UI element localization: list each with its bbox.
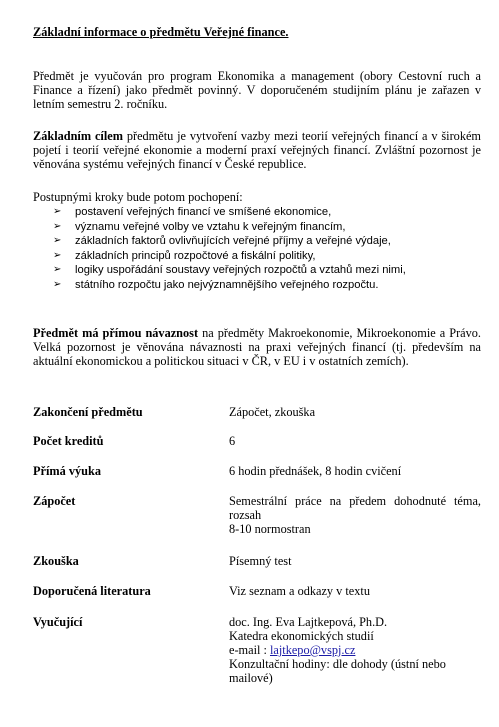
step-text: významu veřejné volby ve vztahu k veřejným financím, [75, 220, 346, 233]
arrow-bullet-icon: ➢ [53, 249, 62, 261]
literature-value: Viz seznam a odkazy v textu [229, 584, 370, 598]
step-text: základních faktorů ovlivňujících veřejné příjmy a veřejné výdaje, [75, 235, 391, 247]
teacher-department: Katedra ekonomických studií [229, 629, 374, 643]
teaching-label: Přímá výuka [33, 464, 101, 478]
teacher-label: Vyučující [33, 615, 83, 629]
completion-label: Zakončení předmětu [33, 405, 143, 419]
arrow-bullet-icon: ➢ [53, 278, 62, 290]
credit-value-line2: 8-10 normostran [229, 522, 311, 536]
completion-value: Zápočet, zkouška [229, 405, 316, 419]
steps-list [53, 205, 406, 292]
list-item [53, 220, 406, 235]
aim-paragraph [33, 129, 481, 171]
arrow-bullet-icon: ➢ [53, 206, 62, 217]
intro-paragraph: Předmět je vyučován pro program Ekonomika a management (obory Cestovní ruch a Finance a řízení) jako předmět povinný. V doporučeném studijním plánu je zařazen v letním semestru 2. ročníku. [33, 69, 481, 111]
list-item [53, 278, 406, 293]
email-link[interactable]: lajtkepo@vspj.cz [269, 643, 356, 657]
list-item [53, 263, 406, 278]
exam-label: Zkouška [33, 554, 79, 568]
page-title: Základní informace o předmětu Veřejné finance. [33, 25, 289, 39]
list-item [53, 234, 406, 249]
credits-label: Počet kreditů [33, 434, 104, 448]
list-item [53, 205, 406, 220]
arrow-bullet-icon: ➢ [53, 264, 62, 275]
credit-label: Zápočet [33, 494, 76, 508]
email-prefix: e-mail : [229, 643, 270, 657]
arrow-bullet-icon: ➢ [53, 220, 62, 232]
list-item [53, 249, 406, 264]
teacher-info [229, 615, 469, 685]
teacher-email-line [229, 643, 469, 657]
exam-value: Písemný test [229, 554, 292, 568]
credit-value-line1: Semestrální práce na předem dohodnuté téma, rozsah [229, 494, 481, 522]
prerequisites-text: na předměty Makroekonomie, Mikroekonomie a Právo. Velká pozornost je věnována návaznosti na praxi veřejných financí (tj. především na aktuální ekonomickou a politickou situaci v ČR, v EU i v ostatních zemích). [33, 326, 482, 368]
step-text: státního rozpočtu jako nejvýznamnějšího veřejného rozpočtu. [75, 278, 379, 291]
step-text: logiky uspořádání soustavy veřejných rozpočtů a vztahů mezi nimi, [75, 264, 406, 276]
prerequisites-paragraph [33, 326, 481, 368]
arrow-bullet-icon: ➢ [53, 235, 62, 246]
credits-value: 6 [229, 434, 236, 448]
step-text: postavení veřejných financí ve smíšené ekonomice, [75, 206, 332, 218]
prerequisites-lead: Předmět má přímou návaznost [33, 326, 199, 340]
teaching-value: 6 hodin přednášek, 8 hodin cvičení [229, 464, 402, 478]
steps-intro: Postupnými kroky bude potom pochopení: [33, 190, 243, 204]
aim-text: předmětu je vytvoření vazby mezi teorií veřejných financí a v širokém pojetí i teorií veřejné ekonomie a moderní praxí veřejných financí. Zvláštní pozornost je věnována systému veřejných financí v České republice. [33, 129, 481, 171]
teacher-name: doc. Ing. Eva Lajtkepová, Ph.D. [229, 615, 388, 629]
consultation-hours: Konzultační hodiny: dle dohody (ústní nebo mailové) [229, 657, 446, 685]
literature-label: Doporučená literatura [33, 584, 151, 598]
aim-lead: Základním cílem [33, 129, 123, 143]
credit-value [229, 494, 481, 536]
step-text: základních principů rozpočtové a fiskální politiky, [75, 249, 316, 262]
